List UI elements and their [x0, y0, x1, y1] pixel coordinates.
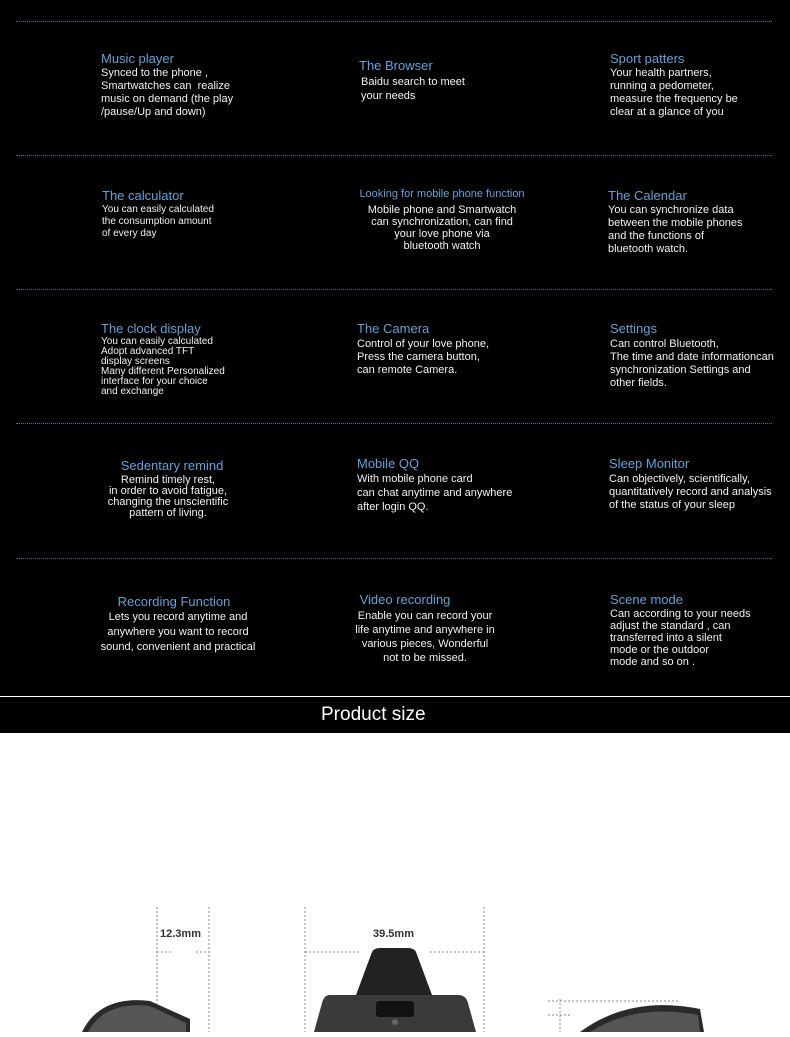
feature-clock-display: [101, 321, 225, 397]
feature-title: Sedentary remind: [120, 458, 224, 473]
watch-front-view: [314, 948, 476, 1032]
feature-description: Enable you can record your life anytime and anywhere in various pieces, Wonderful not to be missed.: [355, 610, 495, 664]
feature-description: Baidu search to meet your needs: [361, 76, 465, 102]
feature-description: Can objectively, scientifically, quantitatively record and analysis of the status of your sleep: [609, 473, 772, 511]
product-size-title: Product size: [321, 704, 426, 725]
separator: [16, 155, 772, 156]
feature-title: The clock display: [101, 321, 201, 336]
feature-description: Can control Bluetooth, The time and date informationcan synchronization Settings and other fields.: [610, 338, 774, 389]
feature-title: Scene mode: [610, 592, 683, 607]
feature-title: The calculator: [102, 188, 184, 203]
feature-title: The Camera: [357, 321, 430, 336]
feature-camera: [357, 321, 489, 377]
feature-title: Mobile QQ: [357, 456, 420, 471]
feature-browser: [359, 58, 465, 103]
feature-sleep-monitor: [609, 456, 772, 512]
feature-mobile-qq: [357, 456, 512, 514]
feature-description: Your health partners, running a pedometer, measure the frequency be clear at a glance of you: [610, 67, 738, 118]
feature-settings: [610, 321, 774, 390]
product-size-header: [0, 697, 790, 733]
thickness-label: 12.3mm: [160, 928, 201, 940]
watch-dimension-drawing: [0, 733, 790, 1032]
feature-title: Music player: [101, 51, 174, 66]
separator: [16, 21, 772, 22]
feature-description: Mobile phone and Smartwatch can synchronization, can find your love phone via bluetooth watch: [367, 204, 517, 252]
feature-sedentary-remind: [100, 458, 236, 519]
feature-calendar: [608, 188, 743, 256]
watch-side-view: [82, 1000, 190, 1032]
feature-title: Sleep Monitor: [609, 456, 690, 471]
feature-find-phone: [350, 187, 534, 252]
feature-description: Can according to your needs adjust the standard , can transferred into a silent mode or the outdoor mode and so on .: [610, 608, 751, 668]
feature-description: You can easily calculated Adopt advanced TFT display screens Many different Personalized interface for your choice and exchange: [101, 336, 225, 397]
feature-description: Synced to the phone , Smartwatches can realize music on demand (the play /pause/Up and down): [101, 67, 234, 118]
separator: [16, 289, 772, 290]
feature-sport: [610, 51, 738, 119]
feature-title: Recording Function: [117, 594, 231, 609]
feature-music-player: [101, 51, 233, 119]
feature-title: Settings: [610, 321, 657, 336]
feature-description: Remind timely rest, in order to avoid fatigue, changing the unscientific pattern of living.: [107, 474, 229, 519]
separator: [16, 423, 772, 424]
watch-side-view-right: [548, 999, 704, 1032]
feature-description: You can easily calculated the consumption amount of every day: [102, 204, 214, 239]
feature-title: The Calendar: [608, 188, 687, 203]
width-label: 39.5mm: [373, 928, 414, 940]
feature-title: The Browser: [359, 58, 433, 73]
separator: [16, 558, 772, 559]
feature-title: Video recording: [359, 592, 451, 607]
feature-description: With mobile phone card can chat anytime and anywhere after login QQ.: [357, 473, 513, 513]
feature-title: Looking for mobile phone function: [359, 188, 525, 200]
feature-description: You can synchronize data between the mobile phones and the functions of bluetooth watch.: [608, 204, 743, 255]
feature-calculator: [102, 188, 214, 240]
feature-scene-mode: [610, 592, 751, 668]
feature-video-recording: [349, 592, 501, 665]
feature-description: Lets you record anytime and anywhere you want to record sound, convenient and practical: [100, 611, 256, 653]
feature-title: Sport patters: [610, 51, 685, 66]
feature-description: Control of your love phone, Press the camera button, can remote Camera.: [357, 338, 490, 376]
product-size-diagram: [0, 733, 790, 1032]
feature-recording: [95, 594, 261, 655]
